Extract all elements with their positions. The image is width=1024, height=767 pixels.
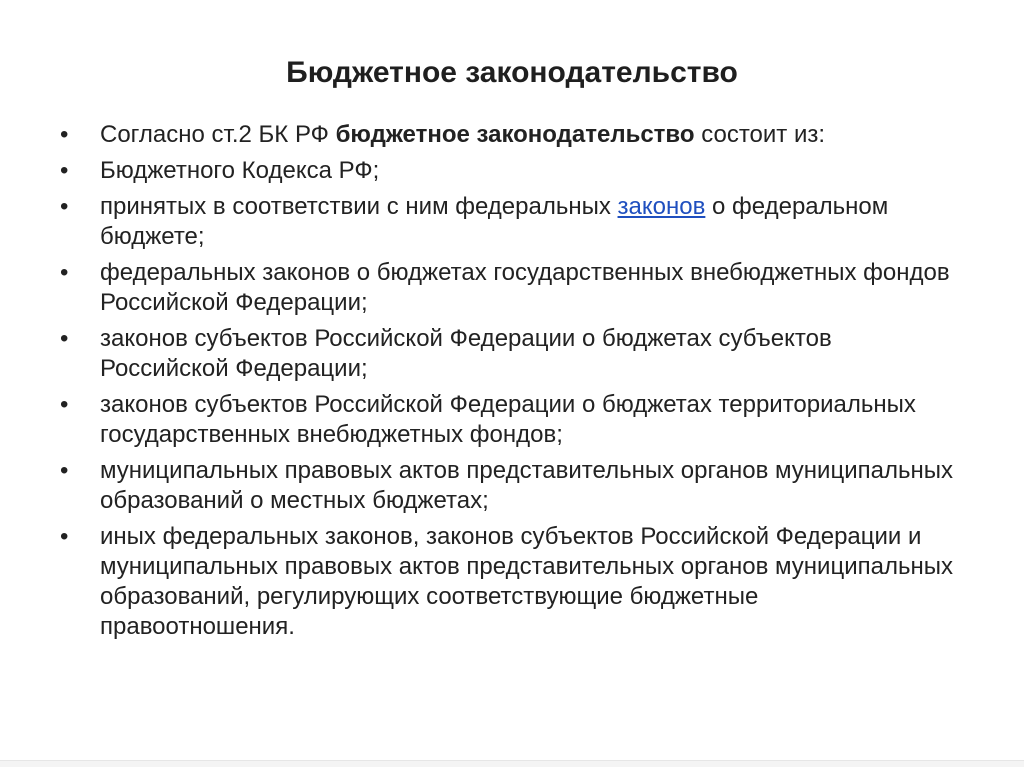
item-text: законов субъектов Российской Федерации о бюджетах субъектов Российской Федерации;: [100, 325, 832, 382]
item-text-bold: бюджетное законодательство: [335, 121, 695, 148]
item-text-post: о федеральном бюджете;: [100, 193, 889, 250]
list-item: [58, 258, 958, 318]
bullet-icon: •: [60, 121, 69, 148]
item-text: законов субъектов Российской Федерации о бюджетах территориальных государственных внебюджетных фондов;: [100, 391, 916, 448]
bullet-icon: •: [60, 457, 69, 484]
laws-link[interactable]: законов: [617, 193, 706, 220]
bullet-icon: •: [60, 325, 69, 352]
item-text-post: состоит из:: [694, 121, 826, 148]
bullet-icon: •: [60, 523, 69, 550]
list-item: [58, 324, 958, 384]
list-item: [58, 390, 958, 450]
item-text: федеральных законов о бюджетах государственных внебюджетных фондов Российской Федерации;: [100, 259, 950, 316]
item-text: иных федеральных законов, законов субъектов Российской Федерации и муниципальных правовых актов представительных органов муниципальных образований, регулирующих соответствующие бюджетные правоотношения.: [100, 523, 953, 640]
list-item: [58, 156, 958, 186]
item-text-pre: Согласно ст.2 БК РФ: [100, 121, 336, 148]
slide-title: Бюджетное законодательство: [286, 56, 738, 89]
list-item: [58, 522, 958, 642]
item-text: муниципальных правовых актов представительных органов муниципальных образований о местных бюджетах;: [100, 457, 953, 514]
list-item: [58, 120, 958, 150]
item-text: Бюджетного Кодекса РФ;: [100, 157, 380, 184]
bullet-icon: •: [60, 193, 69, 220]
bullet-icon: •: [60, 157, 69, 184]
bullet-icon: •: [60, 391, 69, 418]
list-item: [58, 192, 958, 252]
item-text-pre: принятых в соответствии с ним федеральных: [100, 193, 618, 220]
list-item: [58, 456, 958, 516]
bullet-icon: •: [60, 259, 69, 286]
slide-bottom-edge: [0, 760, 1024, 767]
bullet-list: [58, 120, 958, 648]
